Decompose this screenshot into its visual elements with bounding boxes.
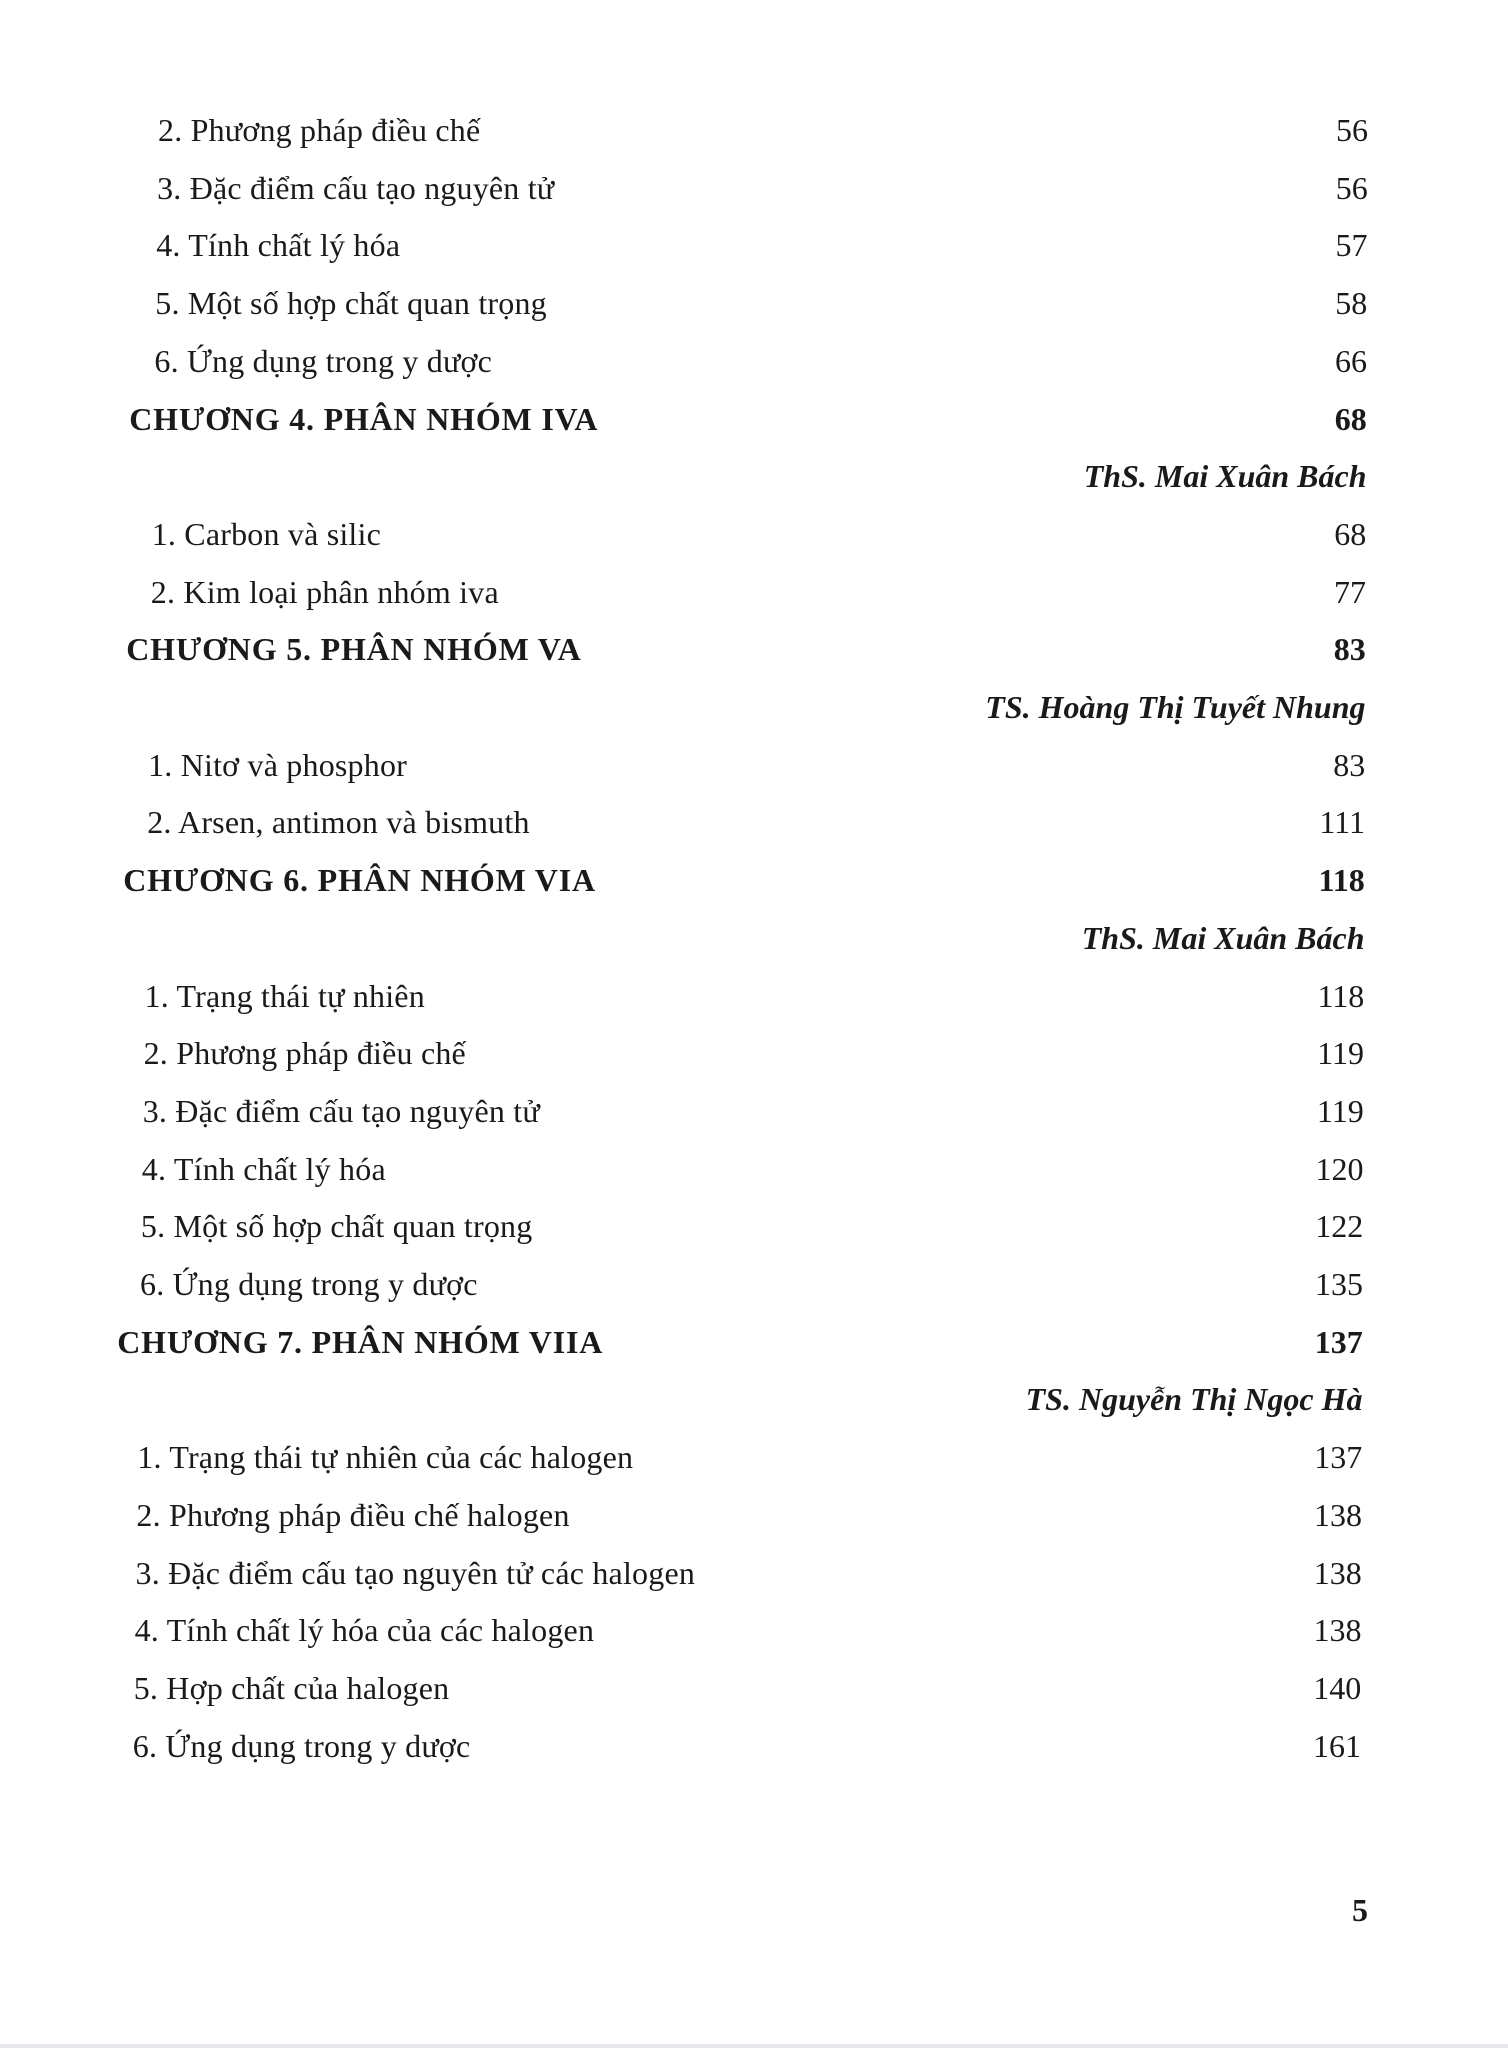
- toc-chapter-label: CHƯƠNG 6. PHÂN NHÓM VIA: [123, 862, 596, 899]
- toc-item: [151, 570, 1366, 614]
- toc-item: [154, 339, 1367, 383]
- toc-item: [133, 1724, 1361, 1768]
- toc-page-number: 137: [1314, 1323, 1363, 1360]
- toc-chapter: [117, 1320, 1363, 1364]
- toc-item-label: 1. Trạng thái tự nhiên của các halogen: [137, 1439, 634, 1476]
- toc-item: [158, 108, 1368, 152]
- toc-item-label: 4. Tính chất lý hóa: [141, 1150, 386, 1187]
- toc-page-number: 140: [1313, 1669, 1362, 1706]
- toc-item-label: 1. Nitơ và phosphor: [148, 746, 408, 783]
- toc-author-label: TS. Hoàng Thị Tuyết Nhung: [985, 689, 1366, 725]
- toc-author: [700, 454, 1367, 498]
- toc-page-number: 77: [1333, 573, 1366, 610]
- toc-item-label: 5. Một số hợp chất quan trọng: [140, 1208, 533, 1245]
- toc-author: [700, 1377, 1363, 1421]
- page-bottom-edge: [0, 2044, 1508, 2048]
- toc-item-label: 2. Phương pháp điều chế: [158, 112, 481, 148]
- toc-chapter-label: CHƯƠNG 7. PHÂN NHÓM VIIA: [117, 1323, 604, 1360]
- toc-item: [156, 223, 1367, 267]
- toc-page-number: 119: [1316, 1092, 1364, 1129]
- toc-page-number: 119: [1317, 1035, 1364, 1072]
- toc-author: [700, 916, 1365, 960]
- toc-item-label: 4. Tính chất lý hóa: [156, 227, 401, 264]
- toc-chapter: [123, 858, 1365, 902]
- toc-item-label: 1. Trạng thái tự nhiên: [144, 977, 425, 1014]
- toc-page-number: 138: [1313, 1496, 1362, 1533]
- toc-page-number: 118: [1318, 862, 1365, 899]
- toc-author-label: ThS. Mai Xuân Bách: [1083, 458, 1367, 495]
- toc-item-label: 2. Phương pháp điều chế: [143, 1035, 466, 1072]
- toc-item: [148, 743, 1365, 787]
- toc-author: [700, 685, 1366, 729]
- toc-page-number: 68: [1334, 400, 1367, 437]
- toc-item: [134, 1666, 1362, 1710]
- toc-item-label: 6. Ứng dụng trong y dược: [132, 1727, 471, 1764]
- toc-page-number: 57: [1335, 227, 1368, 264]
- toc-author-label: TS. Nguyễn Thị Ngọc Hà: [1025, 1381, 1363, 1418]
- toc-item: [137, 1435, 1362, 1479]
- toc-item-label: 5. Hợp chất của halogen: [133, 1669, 450, 1706]
- toc-page-number: 83: [1333, 746, 1366, 783]
- toc-item-label: 3. Đặc điểm cấu tạo nguyên tử các halogen: [135, 1554, 696, 1591]
- toc-page-number: 56: [1335, 169, 1368, 206]
- toc-item: [136, 1493, 1362, 1537]
- toc-item-label: 2. Kim loại phân nhóm iva: [150, 573, 499, 610]
- toc-page-number: 58: [1335, 285, 1368, 322]
- toc-item-label: 6. Ứng dụng trong y dược: [154, 342, 493, 379]
- toc-item: [155, 281, 1367, 325]
- toc-page-number: 56: [1336, 112, 1368, 148]
- toc-item-label: 5. Một số hợp chất quan trọng: [155, 285, 547, 322]
- toc-item: [147, 800, 1365, 844]
- toc-page-number: 138: [1313, 1554, 1362, 1591]
- toc-page-number: 137: [1314, 1439, 1363, 1476]
- toc-item-label: 3. Đặc điểm cấu tạo nguyên tử: [142, 1092, 540, 1129]
- toc-page-number: 83: [1333, 631, 1366, 668]
- toc-item: [152, 512, 1367, 556]
- toc-item: [136, 1551, 1362, 1595]
- toc-item: [141, 1204, 1363, 1248]
- toc-page-number: 68: [1334, 515, 1367, 552]
- toc-item-label: 3. Đặc điểm cấu tạo nguyên tử: [157, 169, 555, 206]
- toc-page-number: 118: [1317, 977, 1365, 1014]
- toc-chapter: [126, 627, 1366, 671]
- toc-page-number: 66: [1334, 342, 1367, 379]
- toc-item-label: 2. Phương pháp điều chế halogen: [136, 1496, 570, 1533]
- toc-item-label: 2. Arsen, antimon và bismuth: [147, 804, 530, 841]
- toc-author-label: ThS. Mai Xuân Bách: [1081, 919, 1365, 956]
- toc-item: [157, 166, 1368, 210]
- toc-item: [144, 1031, 1364, 1075]
- toc-chapter-label: CHƯƠNG 4. PHÂN NHÓM IVA: [129, 400, 599, 437]
- toc-page-number: 161: [1312, 1727, 1361, 1764]
- toc-page-number: 111: [1319, 804, 1365, 841]
- toc-item: [142, 1147, 1364, 1191]
- toc-chapter-label: CHƯƠNG 5. PHÂN NHÓM VA: [126, 631, 582, 668]
- toc-page-number: 120: [1315, 1150, 1364, 1187]
- toc-item: [140, 1262, 1363, 1306]
- toc-page-number: 135: [1315, 1266, 1363, 1302]
- toc-item-label: 4. Tính chất lý hóa của các halogen: [134, 1612, 595, 1649]
- toc-chapter: [129, 397, 1367, 441]
- toc-page-number: 122: [1315, 1208, 1364, 1245]
- page-number: 5: [1352, 1892, 1368, 1928]
- toc-page-number: 138: [1313, 1612, 1362, 1649]
- toc-item-label: 6. Ứng dụng trong y dược: [140, 1266, 478, 1302]
- toc-item: [145, 974, 1365, 1018]
- toc-item: [143, 1089, 1364, 1133]
- toc-item: [135, 1608, 1362, 1652]
- toc-item-label: 1. Carbon và silic: [151, 515, 382, 552]
